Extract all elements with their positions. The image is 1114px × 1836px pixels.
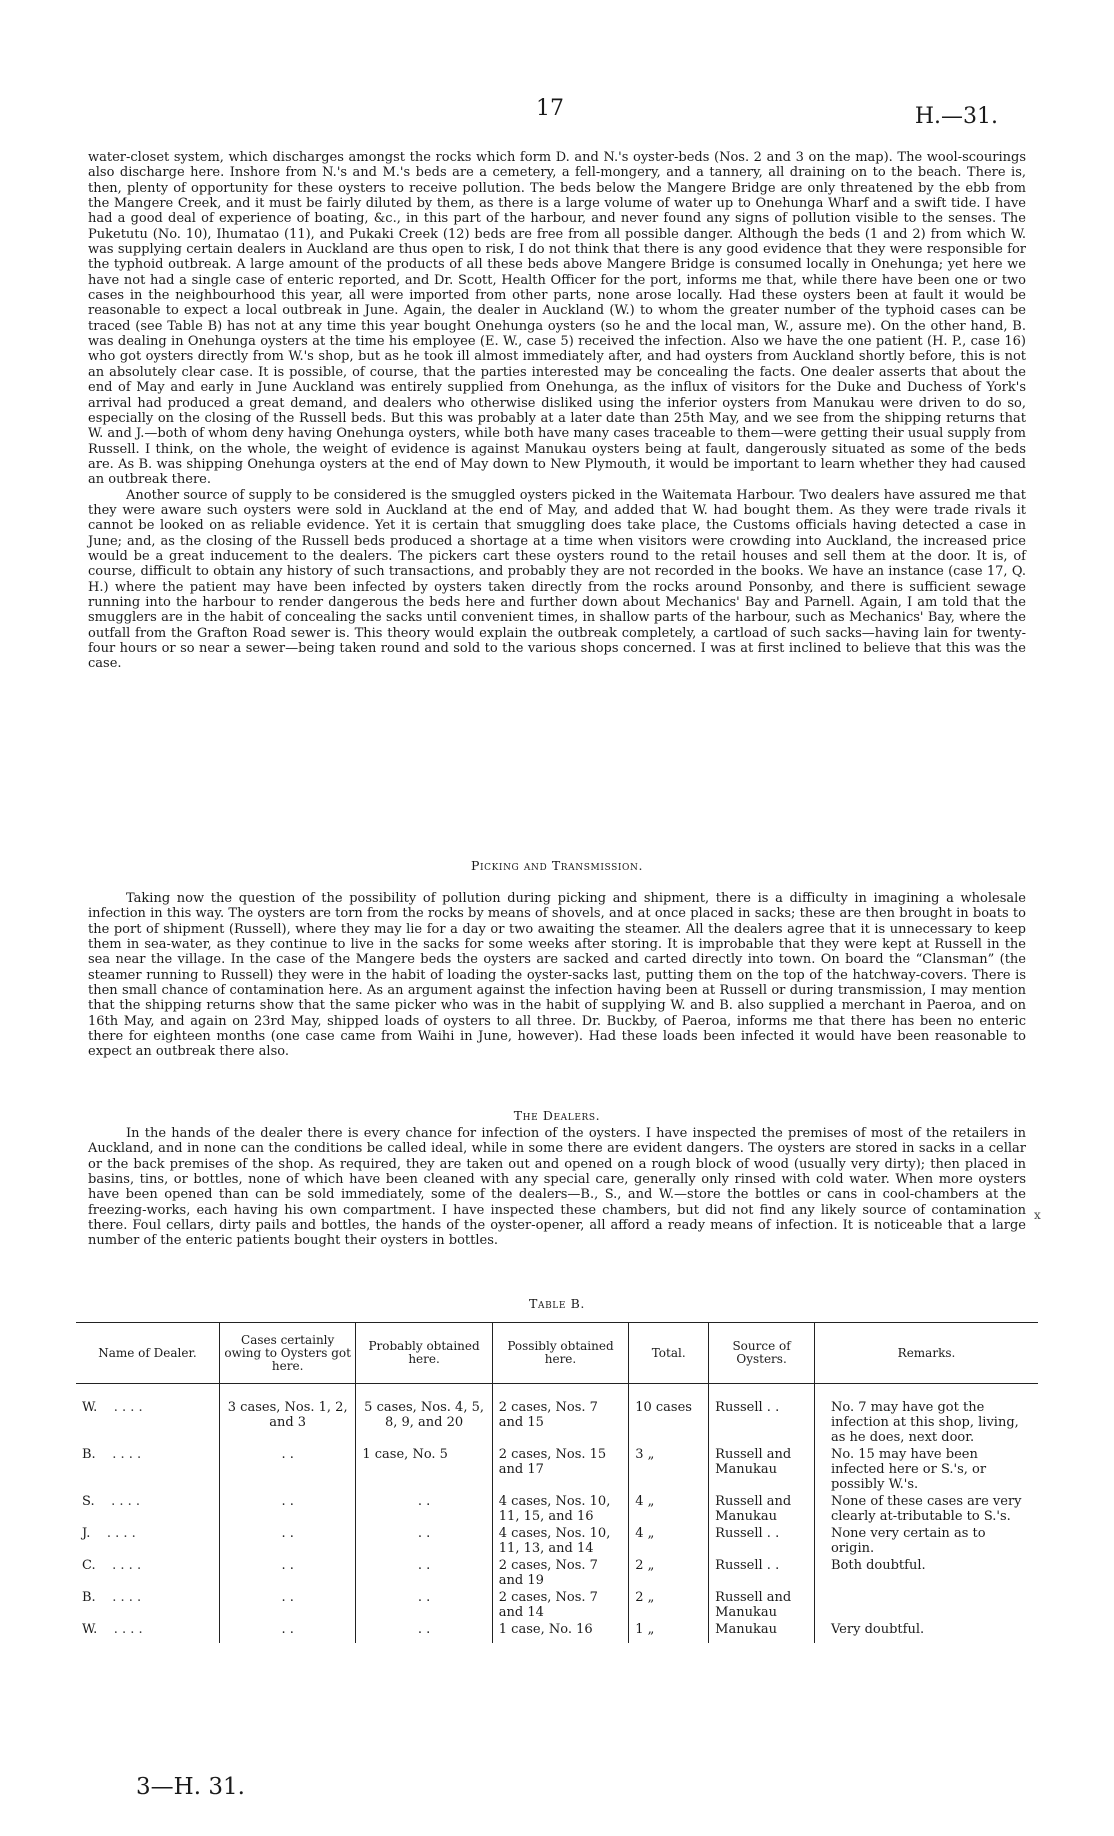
leader-dots: . . . . [113, 1400, 143, 1415]
certain-cell: . . [219, 1557, 355, 1589]
probable-cell: . . [356, 1589, 492, 1621]
table-b [76, 1322, 1038, 1643]
table-row [76, 1525, 1038, 1557]
total-cell: 2 „ [629, 1557, 709, 1589]
source-cell: Russell and Manukau [709, 1493, 815, 1525]
dealer-cell [76, 1525, 219, 1557]
source-cell: Russell . . [709, 1525, 815, 1557]
table-row [76, 1446, 1038, 1493]
dealer-name: J. [82, 1526, 91, 1541]
certain-cell: . . [219, 1589, 355, 1621]
table-title: Table B. [529, 1296, 585, 1311]
dealer-name: B. [82, 1447, 96, 1462]
dealer-cell [76, 1493, 219, 1525]
remarks-cell: None very certain as to origin. [814, 1525, 1038, 1557]
probable-cell: 1 case, No. 5 [356, 1446, 492, 1493]
dealer-name: C. [82, 1558, 96, 1573]
certain-cell: . . [219, 1621, 355, 1643]
probable-cell: . . [356, 1557, 492, 1589]
table-row [76, 1384, 1038, 1447]
source-cell: Russell and Manukau [709, 1446, 815, 1493]
probable-cell: 5 cases, Nos. 4, 5, 8, 9, and 20 [356, 1384, 492, 1447]
remarks-cell: None of these cases are very clearly at-tributable to S.'s. [814, 1493, 1038, 1525]
document-reference: H.—31. [914, 104, 998, 129]
remarks-cell: Very doubtful. [814, 1621, 1038, 1643]
possible-cell: 2 cases, Nos. 7 and 14 [492, 1589, 628, 1621]
certain-cell: . . [219, 1493, 355, 1525]
column-header: Total. [629, 1323, 709, 1384]
dealer-cell [76, 1557, 219, 1589]
total-cell: 4 „ [629, 1525, 709, 1557]
section-heading: Picking and Transmission. [470, 858, 644, 873]
dealer-name: W. [82, 1622, 98, 1637]
remarks-cell: Both doubtful. [814, 1557, 1038, 1589]
body-section-2 [88, 891, 1026, 1060]
leader-dots: . . . . [112, 1590, 142, 1605]
paragraph: In the hands of the dealer there is every chance for infection of the oysters. I have inspected the premises of most of the retailers in Auckland, and in none can the conditions be called ideal, while in some there are evident dangers. The oysters are stored in sacks in a cellar or the back premises of the shop. As required, they are taken out and opened on a rough block of wood (usually very dirty); then placed in basins, tins, or bottles, none of which have been cleaned with any special care, generally only rinsed with cold water. When more oysters have been opened than can be sold immediately, some of the dealers—B., S., and W.—store the bottles or cans in cool-chambers at the freezing-works, each having his own compartment. I have inspected these chambers, but did not find any likely source of contamination there. Foul cellars, dirty pails and bottles, the hands of the oyster-opener, all afford a ready means of infection. It is noticeable that a large number of the enteric patients bought their oysters in bottles. [88, 1126, 1026, 1249]
dealer-name: B. [82, 1590, 96, 1605]
body-section-1 [88, 150, 1026, 672]
paragraph: Another source of supply to be considered is the smuggled oysters picked in the Waitemata Harbour. Two dealers have assured me that they were aware such oysters were sold in Auckland at the end of May, and added that W. had bought them. As they were trade rivals it cannot be looked on as reliable evidence. Yet it is certain that smuggling does take place, the Customs officials having detected a case in June; and, as the closing of the Russell beds produced a shortage at a time when visitors were crowding into Auckland, the increased price would be a great inducement to the dealers. The pickers cart these oysters round to the retail houses and sell them at the door. It is, of course, difficult to obtain any history of such transactions, and probably they are not recorded in the books. We have an instance (case 17, Q. H.) where the patient may have been infected by oysters taken directly from the rocks around Ponsonby, and there is sufficient sewage running into the harbour to render dangerous the beds here and further down about Mechanics' Bay and Parnell. Again, I am told that the smugglers are in the habit of concealing the sacks until convenient times, in shallow parts of the harbour, such as Mechanics' Bay, where the outfall from the Grafton Road sewer is. This theory would explain the outbreak completely, a cartload of such sacks—having lain for twenty-four hours or so near a sewer—being taken round and sold to the various shops concerned. I was at first inclined to believe that this was the case. [88, 487, 1026, 672]
body-section-3 [88, 1126, 1026, 1249]
dealer-cell [76, 1621, 219, 1643]
column-header: Source of Oysters. [709, 1323, 815, 1384]
possible-cell: 2 cases, Nos. 7 and 15 [492, 1384, 628, 1447]
source-cell: Russell and Manukau [709, 1589, 815, 1621]
page-number: 17 [536, 96, 564, 121]
probable-cell: . . [356, 1525, 492, 1557]
column-header: Name of Dealer. [76, 1323, 219, 1384]
possible-cell: 4 cases, Nos. 10, 11, 13, and 14 [492, 1525, 628, 1557]
dealer-cell [76, 1589, 219, 1621]
dealer-cell [76, 1384, 219, 1447]
remarks-cell: No. 7 may have got the infection at this shop, living, as he does, next door. [814, 1384, 1038, 1447]
certain-cell: . . [219, 1446, 355, 1493]
leader-dots: . . . . [106, 1526, 136, 1541]
total-cell: 4 „ [629, 1493, 709, 1525]
page-footer: 3—H. 31. [136, 1774, 245, 1800]
table-row [76, 1621, 1038, 1643]
possible-cell: 2 cases, Nos. 15 and 17 [492, 1446, 628, 1493]
probable-cell: . . [356, 1493, 492, 1525]
table-header-row [76, 1323, 1038, 1384]
possible-cell: 1 case, No. 16 [492, 1621, 628, 1643]
remarks-cell [814, 1589, 1038, 1621]
dealer-cell [76, 1446, 219, 1493]
paragraph: Taking now the question of the possibility of pollution during picking and shipment, there is a difficulty in imagining a wholesale infection in this way. The oysters are torn from the rocks by means of shovels, and at once placed in sacks; these are then brought in boats to the port of shipment (Russell), where they may lie for a day or two awaiting the steamer. All the dealers agree that it is unnecessary to keep them in sea-water, as they continue to live in the sacks for some weeks after storing. It is improbable that they were kept at Russell in the sea near the village. In the case of the Mangere beds the oysters are sacked and carted directly into town. On board the “Clansman” (the steamer running to Russell) they were in the habit of loading the oyster-sacks last, putting them on the top of the hatchway-covers. There is then small chance of contamination here. As an argument against the infection having been at Russell or during transmission, I may mention that the shipping returns show that the same picker who was in the habit of supplying W. and B. also supplied a merchant in Paeroa, and on 16th May, and again on 23rd May, shipped loads of oysters to all three. Dr. Buckby, of Paeroa, informs me that there has been no enteric there for eighteen months (one case came from Waihi in June, however). Had these loads been infected it would have been reasonable to expect an outbreak there also. [88, 891, 1026, 1060]
dealer-name: W. [82, 1400, 98, 1415]
source-cell: Manukau [709, 1621, 815, 1643]
section-heading: The Dealers. [513, 1108, 601, 1123]
possible-cell: 4 cases, Nos. 10, 11, 15, and 16 [492, 1493, 628, 1525]
paragraph: water-closet system, which discharges amongst the rocks which form D. and N.'s oyster-beds (Nos. 2 and 3 on the map). The wool-scourings also discharge here. Inshore from N.'s and M.'s beds are a cemetery, a fell-mongery, and a tannery, all draining on to the beach. There is, then, plenty of opportunity for these oysters to receive pollution. The beds below the Mangere Bridge are only threatened by the ebb from the Mangere Creek, and it must be fairly diluted by them, as there is a large volume of water up to Onehunga Wharf and a swift tide. I have had a good deal of experience of boating, &c., in this part of the harbour, and never found any signs of pollution visible to the senses. The Puketutu (No. 10), Ihumatao (11), and Pukaki Creek (12) beds are free from all possible danger. Although the beds (1 and 2) from which W. was supplying certain dealers in Auckland are thus open to risk, I do not think that there is any good evidence that they were responsible for the typhoid outbreak. A large amount of the products of all these beds above Mangere Bridge is consumed locally in Onehunga; yet here we have not had a single case of enteric reported, and Dr. Scott, Health Officer for the port, informs me that, while there have been one or two cases in the neighbourhood this year, all were imported from other parts, none arose locally. Had these oysters been at fault it would be reasonable to expect a local outbreak in June. Again, the dealer in Auckland (W.) to whom the greater number of the typhoid cases can be traced (see Table B) has not at any time this year bought Onehunga oysters (so he and the local man, W., assure me). On the other hand, B. was dealing in Onehunga oysters at the time his employee (E. W., case 5) received the infection. Also we have the one patient (H. P., case 16) who got oysters directly from W.'s shop, but as he took ill almost immediately after, and had oysters from Auckland shortly before, this is not an absolutely clear case. It is possible, of course, that the parties interested may be concealing the facts. One dealer asserts that about the end of May and early in June Auckland was entirely supplied from Onehunga, as the influx of visitors for the Duke and Duchess of York's arrival had produced a great demand, and dealers who otherwise disliked using the inferior oysters from Manukau were driven to do so, especially on the closing of the Russell beds. But this was probably at a later date than 25th May, and we see from the shipping returns that W. and J.—both of whom deny having Onehunga oysters, while both have many cases traceable to them—were getting their usual supply from Russell. I think, on the whole, the weight of evidence is against Manukau oysters being at fault, dangerously situated as some of the beds are. As B. was shipping Onehunga oysters at the end of May down to New Plymouth, it would be important to learn whether they had caused an outbreak there. [88, 150, 1026, 488]
certain-cell: . . [219, 1525, 355, 1557]
leader-dots: . . . . [112, 1447, 142, 1462]
column-header: Probably obtained here. [356, 1323, 492, 1384]
leader-dots: . . . . [111, 1494, 141, 1509]
column-header: Cases certainly owing to Oysters got here. [219, 1323, 355, 1384]
total-cell: 10 cases [629, 1384, 709, 1447]
column-header: Remarks. [814, 1323, 1038, 1384]
source-cell: Russell . . [709, 1557, 815, 1589]
certain-cell: 3 cases, Nos. 1, 2, and 3 [219, 1384, 355, 1447]
remarks-cell: No. 15 may have been infected here or S.'s, or possibly W.'s. [814, 1446, 1038, 1493]
possible-cell: 2 cases, Nos. 7 and 19 [492, 1557, 628, 1589]
total-cell: 1 „ [629, 1621, 709, 1643]
leader-dots: . . . . [112, 1558, 142, 1573]
table-row [76, 1557, 1038, 1589]
source-cell: Russell . . [709, 1384, 815, 1447]
dealer-name: S. [82, 1494, 95, 1509]
table-row [76, 1493, 1038, 1525]
leader-dots: . . . . [113, 1622, 143, 1637]
total-cell: 2 „ [629, 1589, 709, 1621]
total-cell: 3 „ [629, 1446, 709, 1493]
margin-mark: x [1034, 1208, 1041, 1222]
column-header: Possibly obtained here. [492, 1323, 628, 1384]
probable-cell: . . [356, 1621, 492, 1643]
table-row [76, 1589, 1038, 1621]
